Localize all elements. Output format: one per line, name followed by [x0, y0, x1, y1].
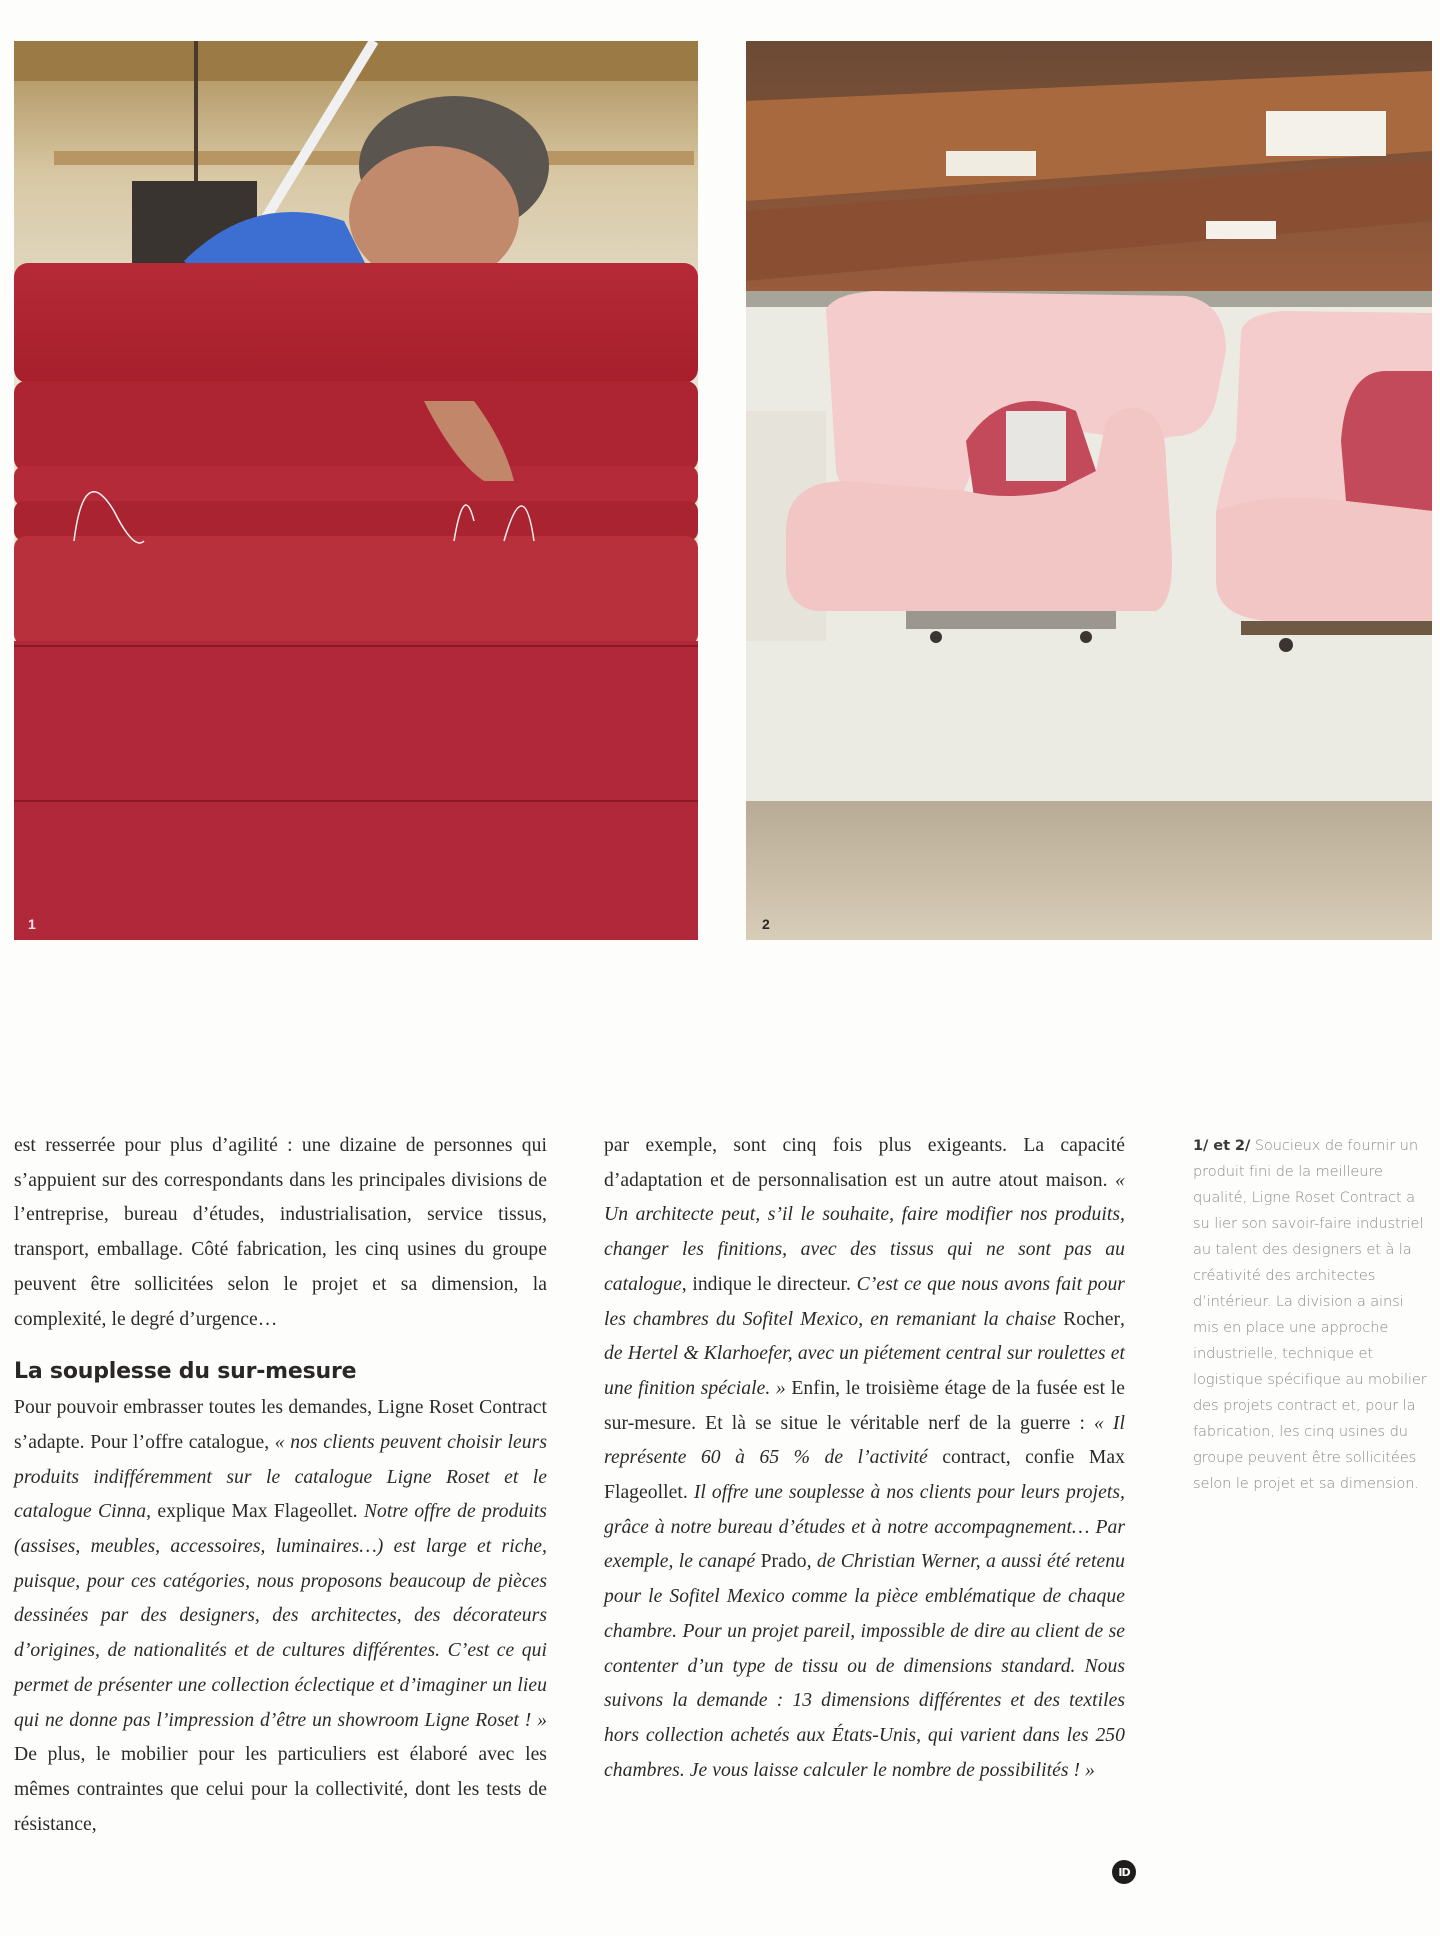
quote-run: Il offre une souplesse à nos clients pour leurs projets, grâce à notre bureau d’études et à notre accompagnement… Par exemple, le canapé	[604, 1482, 1125, 1573]
quote-run: Notre offre de produits (assises, meubles, accessoires, luminaires…) est large et riche, puisque, pour ces catégories, nous proposons beaucoup de pièces dessinées par des designers, des architectes, des décorateurs d’origines, de nationalités et de cultures différentes. C’est ce qui permet de présenter une collection éclectique et d’imaginer un lieu qui ne donne pas l’impression d’être un showroom Ligne Roset ! »	[14, 1501, 547, 1731]
quote-run: « nos clients peuvent choisir leurs produits indifféremment sur le catalogue Ligne Roset et le catalogue Cinna	[14, 1431, 547, 1523]
caption-text: Soucieux de fournir un produit fini de la meilleure qualité, Ligne Roset Contract a su lier son savoir-faire industriel au talent des designers et à la créativité des architectes d’intérieur. La division a ainsi mis en place une approche industrielle, technique et logistique spécifique au mobilier des projets contract et, pour la fabrication, les cinq usines du groupe peuvent être sollicitées selon le projet et sa dimension.	[1193, 1137, 1427, 1492]
figure-number: 2	[762, 916, 770, 932]
text-run: contract, confie Max Flageollet.	[604, 1447, 1125, 1504]
quote-run: « Un architecte peut, s’il le souhaite, faire modifier nos produits, changer les finitions, avec des tissus qui ne sont pas au catalogue	[604, 1169, 1125, 1295]
product-name: Rocher	[1063, 1308, 1121, 1330]
article-paragraph: est resserrée pour plus d’agilité : une dizaine de personnes qui s’appuient sur des correspondants dans les principales divisions de l’entreprise, bureau d’études, industrialisation, service tissus, transport, emballage. Côté fabrication, les cinq usines du groupe peuvent être sollicitées selon le projet et sa dimension, la complexité, le degré d’urgence…	[14, 1135, 547, 1330]
text-run: Enfin, le troisième étage de la fusée est le sur-mesure. Et là se situe le véritable nerf de la guerre :	[604, 1377, 1126, 1434]
product-name: Prado	[760, 1551, 807, 1573]
photo-foam-armchairs	[746, 41, 1432, 940]
quote-run: , de Christian Werner, a aussi été retenu pour le Sofitel Mexico comme la pièce emblématique de chaque chambre. Pour un projet pareil, impossible de dire au client de se contenter d’un type de tissu ou de dimensions standard. Nous suivons la demande : 13 dimensions différentes et des textiles hors collection achetés aux États-Unis, qui varient dans les 250 chambres. Je vous laisse calculer le nombre de possibilités ! »	[604, 1551, 1125, 1781]
section-heading: La souplesse du sur-mesure	[14, 1359, 357, 1385]
text-run: De plus, le mobilier pour les particuliers est élaboré avec les mêmes contraintes que celui pour la collectivité, dont les tests de résistance,	[14, 1744, 547, 1835]
photo-caption	[1193, 1133, 1433, 1497]
photo-1-illustration	[14, 41, 698, 940]
caption-label: 1/ et 2/	[1193, 1137, 1251, 1154]
text-run: Pour pouvoir embrasser toutes les demandes, Ligne Roset Contract s’adapte. Pour l’offre catalogue,	[14, 1397, 547, 1453]
article-paragraph	[604, 1129, 1125, 1788]
end-of-article-logo-icon: ID	[1112, 1860, 1136, 1884]
quote-run: C’est ce que nous avons fait pour les chambres du Sofitel Mexico, en remaniant la chaise	[604, 1273, 1125, 1330]
text-run: , indique le directeur.	[681, 1273, 857, 1295]
article-column-2	[604, 1129, 1125, 1788]
quote-run: , de Hertel & Klarhoefer, avec un piétement central sur roulettes et une finition spéciale. »	[604, 1308, 1125, 1399]
photo-upholsterer-red-sofa	[14, 41, 698, 940]
figure-number: 1	[28, 916, 36, 932]
text-run: par exemple, sont cinq fois plus exigeants. La capacité d’adaptation et de personnalisation est un autre atout maison.	[604, 1135, 1125, 1191]
text-run: , explique Max Flageollet.	[146, 1501, 364, 1523]
quote-run: « Il représente 60 à 65 % de l’activité	[604, 1412, 1125, 1469]
article-column-1	[14, 1129, 547, 1842]
photo-2-illustration	[746, 41, 1432, 940]
article-paragraph	[14, 1391, 547, 1842]
